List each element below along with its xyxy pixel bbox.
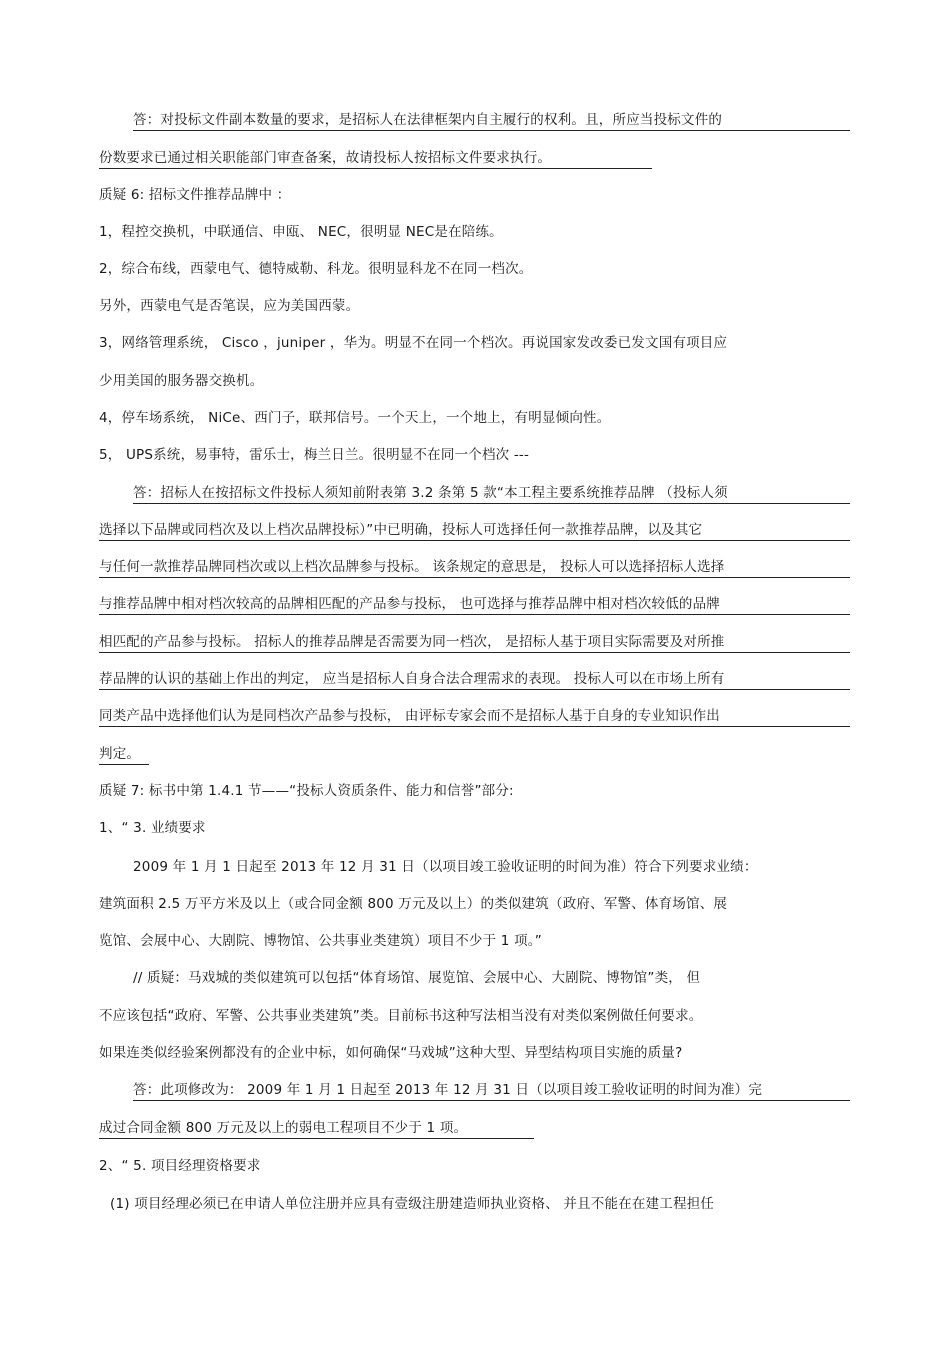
question-paragraph-line: // 质疑：马戏城的类似建筑可以包括“体育场馆、展览馆、会展中心、大剧院、博物馆”类， 但 xyxy=(133,970,701,986)
answer-paragraph-line: 答：对投标文件副本数量的要求，是招标人在法律框架内自主履行的权利。且，所应当投标文件的 xyxy=(133,110,850,131)
answer-paragraph-line: 选择以下品牌或同档次及以上档次品牌投标）”中已明确，投标人可选择任何一款推荐品牌，以及其它 xyxy=(99,520,850,541)
paragraph-line: 2009 年 1 月 1 日起至 2013 年 12 月 31 日（以项目竣工验收证明的时间为准）符合下列要求业绩： xyxy=(133,859,758,875)
list-item: (1) 项目经理必须已在申请人单位注册并应具有壹级注册建造师执业资格、 并且不能在在建工程担任 xyxy=(110,1196,715,1212)
list-item: 3，网络管理系统， Cisco ，juniper ，华为。明显不在同一个档次。再说国家发改委已发文国有项目应 xyxy=(99,335,728,351)
answer-paragraph-line: 答：招标人在按招标文件投标人须知前附表第 3.2 条第 5 款“本工程主要系统推荐品牌 （投标人须 xyxy=(133,483,850,504)
list-item: 1，程控交换机，中联通信、申瓯、 NEC，很明显 NEC是在陪练。 xyxy=(99,224,503,240)
answer-paragraph-line: 判定。 xyxy=(99,744,149,765)
question-heading: 质疑 7: 标书中第 1.4.1 节——“投标人资质条件、能力和信誉”部分: xyxy=(99,783,514,799)
answer-paragraph-line: 相匹配的产品参与投标。 招标人的推荐品牌是否需要为同一档次， 是招标人基于项目实际需要及对所推 xyxy=(99,632,850,653)
paragraph-line: 建筑面积 2.5 万平方米及以上（或合同金额 800 万元及以上）的类似建筑（政府、军警、体育场馆、展 xyxy=(99,896,728,912)
paragraph-line: 少用美国的服务器交换机。 xyxy=(99,373,264,389)
answer-paragraph-line: 与任何一款推荐品牌同档次或以上档次品牌参与投标。 该条规定的意思是， 投标人可以选择招标人选择 xyxy=(99,557,850,578)
list-item: 2，综合布线，西蒙电气、德特威勒、科龙。很明显科龙不在同一档次。 xyxy=(99,261,533,277)
list-item: 5， UPS系统，易事特，雷乐士，梅兰日兰。很明显不在同一个档次 --- xyxy=(99,447,530,463)
list-item: 2、“ 5. 项目经理资格要求 xyxy=(99,1158,261,1174)
answer-paragraph-line: 份数要求已通过相关职能部门审查备案，故请投标人按招标文件要求执行。 xyxy=(99,148,652,169)
answer-paragraph-line: 答：此项修改为： 2009 年 1 月 1 日起至 2013 年 12 月 31 日（以项目竣工验收证明的时间为准）完 xyxy=(133,1080,850,1101)
answer-paragraph-line: 成过合同金额 800 万元及以上的弱电工程项目不少于 1 项。 xyxy=(99,1118,534,1139)
question-paragraph-line: 如果连类似经验案例都没有的企业中标，如何确保“马戏城”这种大型、异型结构项目实施的质量? xyxy=(99,1045,683,1061)
list-item: 1、“ 3. 业绩要求 xyxy=(99,820,206,836)
answer-paragraph-line: 同类产品中选择他们认为是同档次产品参与投标， 由评标专家会而不是招标人基于自身的专业知识作出 xyxy=(99,706,850,727)
answer-paragraph-line: 与推荐品牌中相对档次较高的品牌相匹配的产品参与投标， 也可选择与推荐品牌中相对档次较低的品牌 xyxy=(99,594,850,615)
question-heading: 质疑 6: 招标文件推荐品牌中 ： xyxy=(99,187,291,203)
list-item: 4，停车场系统， NiCe、西门子，联邦信号。一个天上，一个地上，有明显倾向性。 xyxy=(99,410,611,426)
paragraph-line: 览馆、会展中心、大剧院、博物馆、公共事业类建筑）项目不少于 1 项。” xyxy=(99,933,542,949)
answer-paragraph-line: 荐品牌的认识的基础上作出的判定， 应当是招标人自身合法合理需求的表现。 投标人可以在市场上所有 xyxy=(99,669,850,690)
paragraph-line: 另外，西蒙电气是否笔误，应为美国西蒙。 xyxy=(99,298,360,314)
question-paragraph-line: 不应该包括“政府、军警、公共事业类建筑”类。目前标书这种写法相当没有对类似案例做任何要求。 xyxy=(99,1008,703,1024)
